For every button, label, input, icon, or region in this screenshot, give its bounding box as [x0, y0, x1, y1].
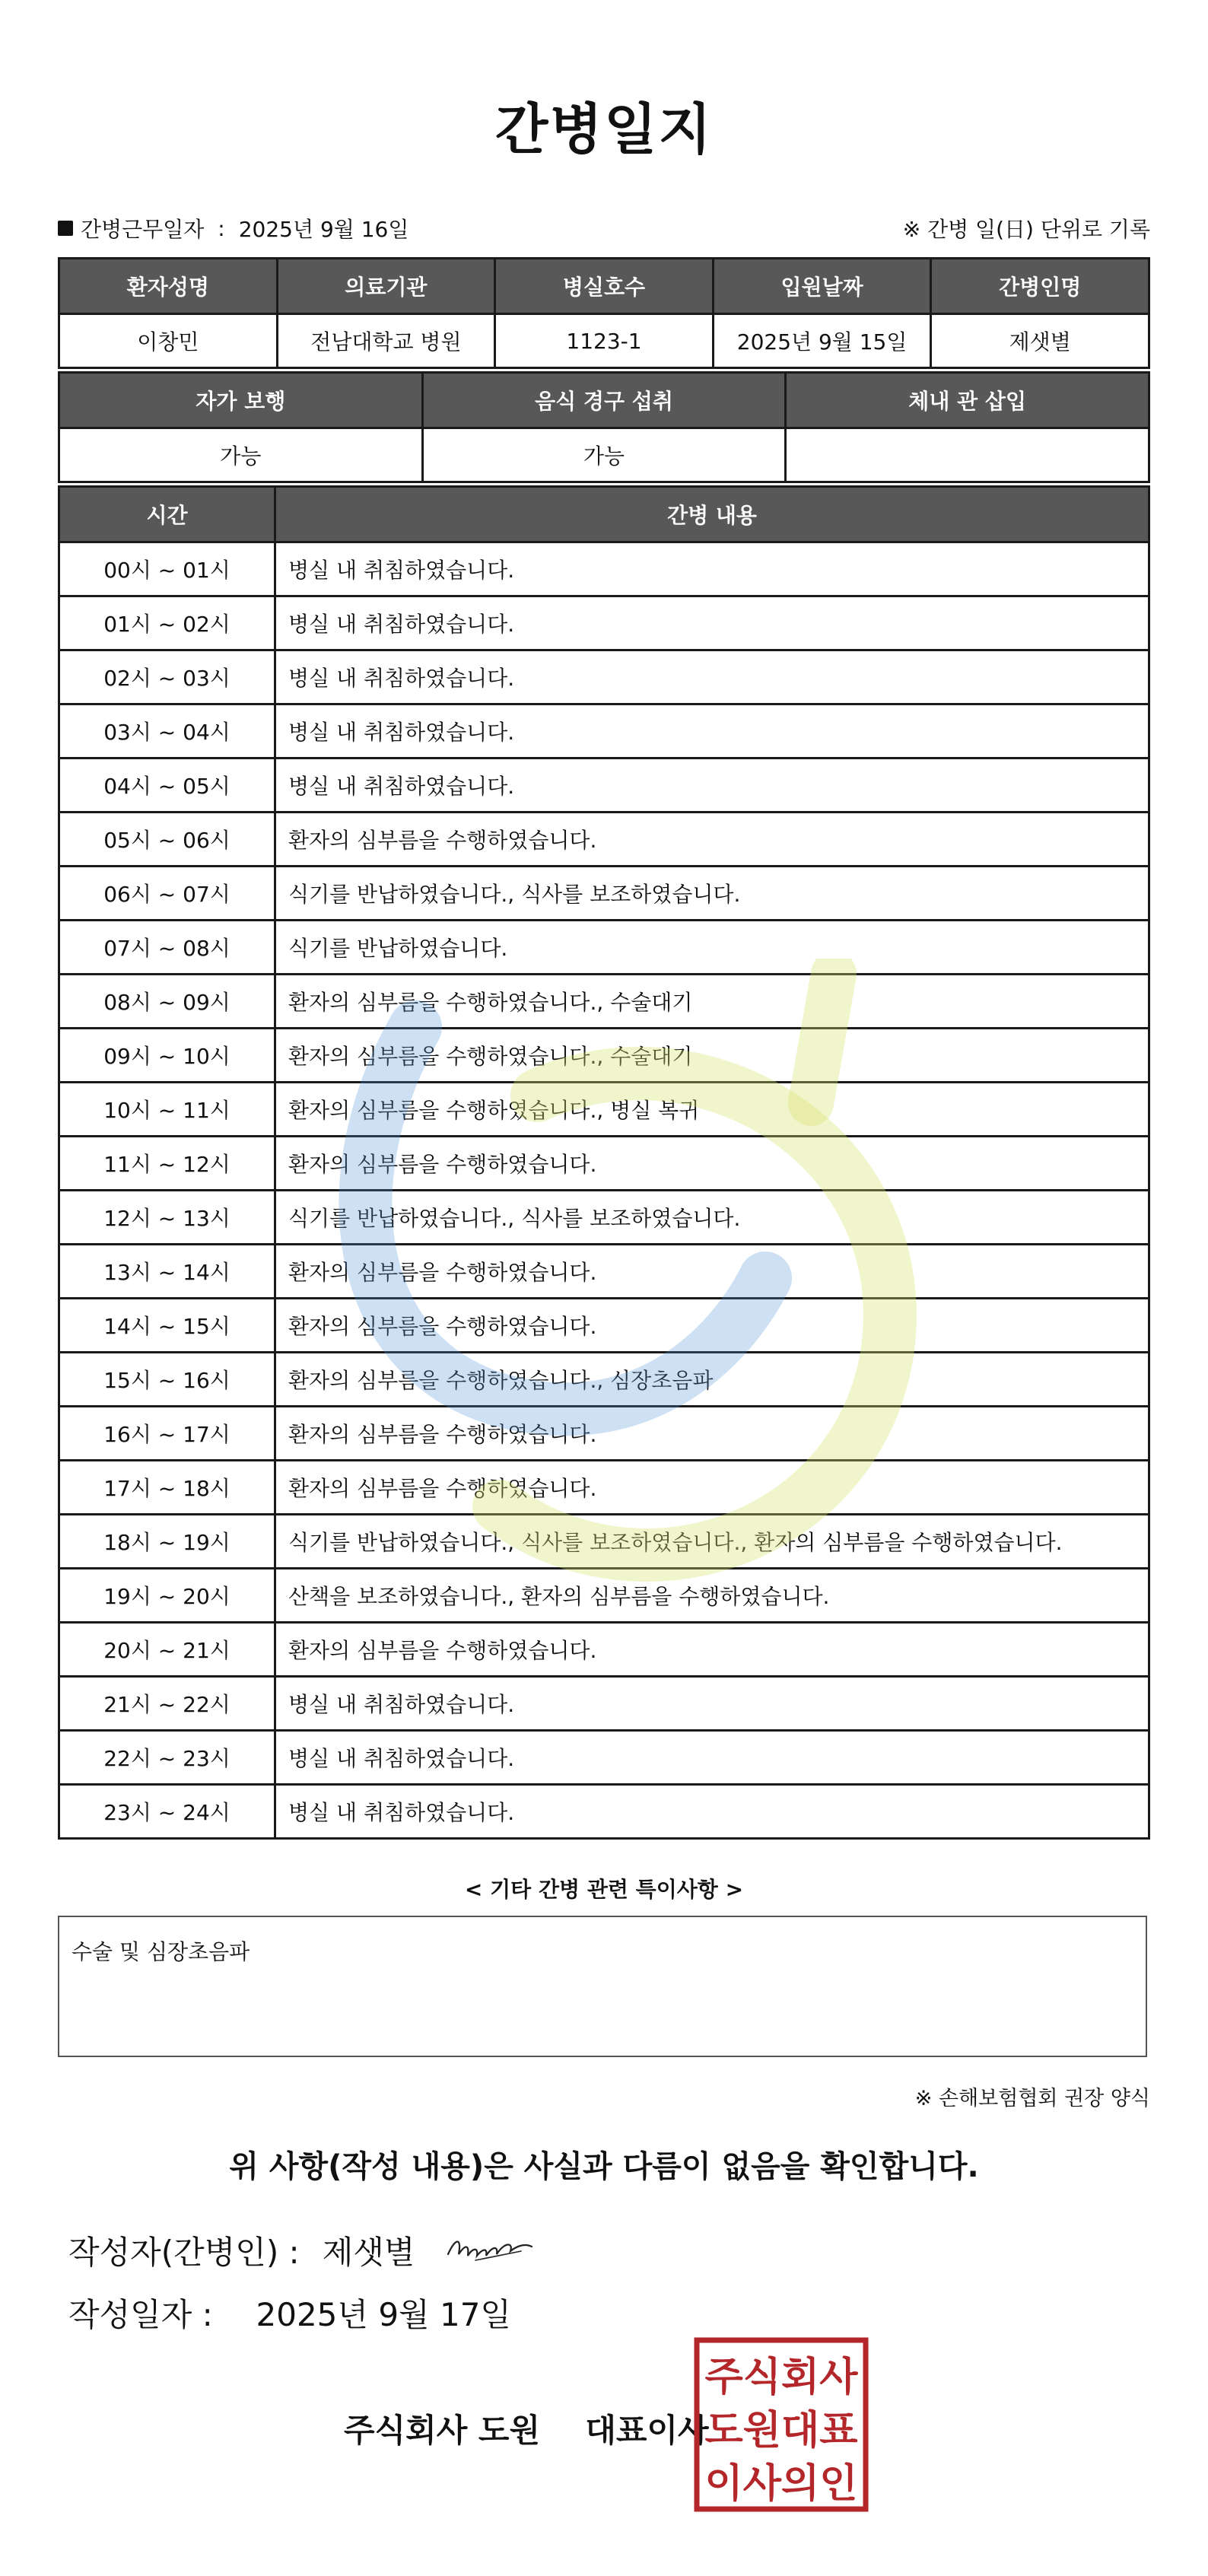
log-content: 산책을 보조하였습니다., 환자의 심부름을 수행하였습니다.	[275, 1569, 1149, 1623]
recommendation-note: ※ 손해보험협회 권장 양식	[914, 2087, 1150, 2110]
special-notes-title: < 기타 간병 관련 특이사항 >	[464, 1877, 744, 1902]
company-signature	[344, 2406, 709, 2451]
log-time: 00시 ~ 01시	[59, 542, 275, 596]
admission-date: 2025년 9월 15일	[713, 314, 931, 368]
status-header: 체내 관 삽입	[786, 373, 1149, 428]
log-time: 04시 ~ 05시	[59, 758, 275, 813]
caregiver-name: 제샛별	[931, 314, 1149, 368]
log-content: 환자의 심부름을 수행하였습니다., 심장초음파	[275, 1353, 1149, 1407]
status-header: 음식 경구 섭취	[422, 373, 786, 428]
company-name: 주식회사 도원	[344, 2412, 541, 2449]
log-content: 환자의 심부름을 수행하였습니다., 수술대기	[275, 1029, 1149, 1083]
log-content: 환자의 심부름을 수행하였습니다.	[275, 1461, 1149, 1515]
log-row	[59, 867, 1149, 921]
log-content: 병실 내 취침하였습니다.	[275, 542, 1149, 596]
log-row	[59, 1083, 1149, 1137]
patient-header: 입원날짜	[713, 259, 931, 314]
log-row	[59, 1029, 1149, 1083]
medical-institution: 전남대학교 병원	[277, 314, 495, 368]
log-time: 22시 ~ 23시	[59, 1731, 275, 1785]
log-row	[59, 1731, 1149, 1785]
log-content: 환자의 심부름을 수행하였습니다.	[275, 813, 1149, 867]
log-header-content: 간병 내용	[275, 487, 1149, 542]
work-date-label: 간병근무일자	[81, 217, 205, 242]
log-content: 환자의 심부름을 수행하였습니다.	[275, 1623, 1149, 1677]
log-time: 20시 ~ 21시	[59, 1623, 275, 1677]
log-row	[59, 975, 1149, 1029]
meta-separator: :	[218, 215, 225, 241]
log-row	[59, 1407, 1149, 1461]
log-content: 식기를 반납하였습니다.	[275, 921, 1149, 975]
log-content: 환자의 심부름을 수행하였습니다.	[275, 1245, 1149, 1299]
patient-header: 의료기관	[277, 259, 495, 314]
log-time: 03시 ~ 04시	[59, 704, 275, 758]
log-time: 11시 ~ 12시	[59, 1137, 275, 1191]
log-row	[59, 758, 1149, 813]
work-date-info	[58, 213, 408, 243]
svg-text:주식회사: 주식회사	[704, 2355, 858, 2400]
care-log-table	[58, 485, 1150, 1840]
oral-intake-value: 가능	[422, 428, 786, 482]
signature-icon	[445, 2231, 536, 2269]
log-row	[59, 1299, 1149, 1353]
log-row	[59, 596, 1149, 650]
tube-insertion-value	[786, 428, 1149, 482]
log-content: 식기를 반납하였습니다., 식사를 보조하였습니다.	[275, 1191, 1149, 1245]
patient-status-table	[58, 371, 1150, 483]
log-content: 환자의 심부름을 수행하였습니다., 수술대기	[275, 975, 1149, 1029]
log-row	[59, 813, 1149, 867]
log-content: 병실 내 취침하였습니다.	[275, 1785, 1149, 1839]
log-time: 02시 ~ 03시	[59, 650, 275, 704]
log-time: 06시 ~ 07시	[59, 867, 275, 921]
log-content: 환자의 심부름을 수행하였습니다., 병실 복귀	[275, 1083, 1149, 1137]
log-row	[59, 1353, 1149, 1407]
log-content: 환자의 심부름을 수행하였습니다.	[275, 1299, 1149, 1353]
log-time: 12시 ~ 13시	[59, 1191, 275, 1245]
log-content: 병실 내 취침하였습니다.	[275, 596, 1149, 650]
svg-text:이사의인: 이사의인	[704, 2461, 858, 2507]
log-time: 10시 ~ 11시	[59, 1083, 275, 1137]
log-row	[59, 1191, 1149, 1245]
log-row	[59, 921, 1149, 975]
patient-header: 환자성명	[59, 259, 278, 314]
log-time: 05시 ~ 06시	[59, 813, 275, 867]
log-content: 병실 내 취침하였습니다.	[275, 1677, 1149, 1731]
log-content: 병실 내 취침하였습니다.	[275, 1731, 1149, 1785]
log-row	[59, 1785, 1149, 1839]
log-row	[59, 704, 1149, 758]
log-row	[59, 1245, 1149, 1299]
confirmation-statement: 위 사항(작성 내용)은 사실과 다름이 없음을 확인합니다.	[229, 2149, 979, 2184]
log-row	[59, 650, 1149, 704]
writer-name: 제샛별	[322, 2234, 415, 2271]
write-date-value: 2025년 9월 17일	[256, 2296, 511, 2333]
log-time: 01시 ~ 02시	[59, 596, 275, 650]
writer-row	[68, 2228, 536, 2273]
room-number: 1123-1	[495, 314, 714, 368]
log-content: 환자의 심부름을 수행하였습니다.	[275, 1137, 1149, 1191]
log-time: 13시 ~ 14시	[59, 1245, 275, 1299]
log-time: 08시 ~ 09시	[59, 975, 275, 1029]
log-time: 15시 ~ 16시	[59, 1353, 275, 1407]
patient-info-table	[58, 257, 1150, 369]
log-time: 14시 ~ 15시	[59, 1299, 275, 1353]
log-content: 병실 내 취침하였습니다.	[275, 704, 1149, 758]
log-time: 23시 ~ 24시	[59, 1785, 275, 1839]
log-row	[59, 1569, 1149, 1623]
work-date-value: 2025년 9월 16일	[238, 217, 409, 242]
special-notes-box: 수술 및 심장초음파	[58, 1916, 1147, 2057]
patient-header: 병실호수	[495, 259, 714, 314]
log-time: 07시 ~ 08시	[59, 921, 275, 975]
svg-text:도원대표: 도원대표	[704, 2408, 858, 2454]
patient-header: 간병인명	[931, 259, 1149, 314]
log-content: 병실 내 취침하였습니다.	[275, 758, 1149, 813]
log-time: 09시 ~ 10시	[59, 1029, 275, 1083]
unit-note: ※ 간병 일(日) 단위로 기록	[902, 217, 1150, 242]
log-content: 식기를 반납하였습니다., 식사를 보조하였습니다.	[275, 867, 1149, 921]
log-content: 식기를 반납하였습니다., 식사를 보조하였습니다., 환자의 심부름을 수행하였습니다.	[275, 1515, 1149, 1569]
company-seal-icon	[694, 2337, 869, 2512]
company-title: 대표이사	[585, 2412, 709, 2449]
log-row	[59, 1137, 1149, 1191]
log-header-time: 시간	[59, 487, 275, 542]
status-header: 자가 보행	[59, 373, 423, 428]
log-row	[59, 1515, 1149, 1569]
document-title: 간병일지	[494, 97, 714, 161]
log-time: 21시 ~ 22시	[59, 1677, 275, 1731]
log-content: 병실 내 취침하였습니다.	[275, 650, 1149, 704]
writer-label: 작성자(간병인) :	[68, 2234, 300, 2271]
patient-name: 이창민	[59, 314, 278, 368]
log-row	[59, 542, 1149, 596]
log-time: 16시 ~ 17시	[59, 1407, 275, 1461]
log-row	[59, 1677, 1149, 1731]
log-time: 19시 ~ 20시	[59, 1569, 275, 1623]
meta-row	[58, 213, 1150, 243]
log-time: 17시 ~ 18시	[59, 1461, 275, 1515]
log-row	[59, 1623, 1149, 1677]
self-walking-value: 가능	[59, 428, 423, 482]
log-row	[59, 1461, 1149, 1515]
square-bullet-icon	[58, 221, 73, 236]
log-time: 18시 ~ 19시	[59, 1515, 275, 1569]
write-date-row	[68, 2290, 511, 2336]
write-date-label: 작성일자 :	[68, 2296, 213, 2333]
log-content: 환자의 심부름을 수행하였습니다.	[275, 1407, 1149, 1461]
